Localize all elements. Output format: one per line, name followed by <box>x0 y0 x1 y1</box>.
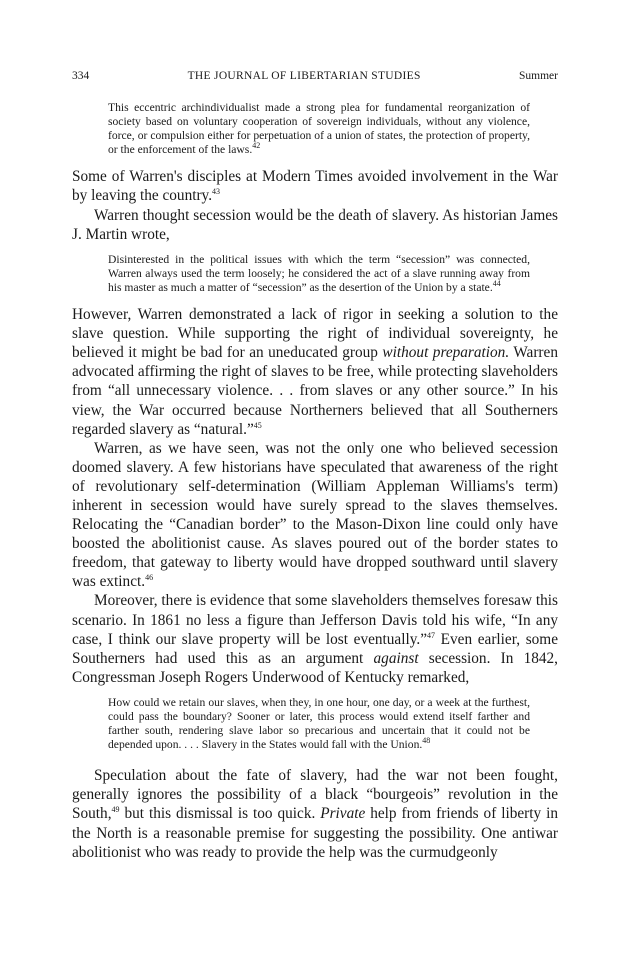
footnote-ref-46: 46 <box>145 573 154 583</box>
journal-title: THE JOURNAL OF LIBERTARIAN STUDIES <box>187 70 421 82</box>
paragraph-6 <box>72 766 558 861</box>
block-quote-1 <box>108 101 530 157</box>
paragraph-6-text-c: help from friends of liberty in the North is a reasonable premise for suggesting the possibility. One antiwar abolitionist who was ready to provide the help was the curmudgeonly <box>72 805 558 861</box>
footnote-ref-44: 44 <box>492 279 501 289</box>
running-header <box>72 70 558 82</box>
paragraph-3 <box>72 305 558 439</box>
issue-label: Summer <box>519 70 558 82</box>
block-quote-3 <box>108 696 530 752</box>
paragraph-1-text: Some of Warren's disciples at Modern Times avoided involvement in the War by leaving the country. <box>72 168 558 205</box>
paragraph-6-text-a: Speculation about the fate of slavery, had the war not been fought, generally ignores the possibility of a black “bourgeois” revolution in the South, <box>72 767 558 823</box>
footnote-ref-43: 43 <box>212 187 221 197</box>
block-quote-3-text: How could we retain our slaves, when they, in one hour, one day, or a week at the furthest, could pass the boundary? Sooner or later, this process would extend itself farther and farther south, rendering slave labor so precarious and uncertain that it could not be depended upon. . . . Slavery in the States would fall with the Union. <box>108 695 530 752</box>
paragraph-6-emphasis: Private <box>320 805 366 823</box>
paragraph-5-emphasis: against <box>373 649 419 667</box>
paragraph-5-text-a: Moreover, there is evidence that some slaveholders themselves foresaw this scenario. In 1861 no less a figure than Jefferson Davis told his wife, “In any case, I think our slave property will be lost eventually.” <box>72 592 558 648</box>
paragraph-6-text-b: but this dismissal is too quick. <box>119 805 321 823</box>
page-number: 334 <box>72 70 90 82</box>
paragraph-2-text: Warren thought secession would be the death of slavery. As historian James J. Martin wrote, <box>72 206 558 243</box>
paragraph-5-text-b: Even earlier, some Southerners had used this as an argument <box>72 630 558 667</box>
paragraph-3-text-b: Warren advocated affirming the right of slaves to be free, while protecting slaveholders from “all unnecessary violence. . . from slaves or any other source.” In his view, the War occurred because Northerners believed that all Southerners regarded slavery as “natural.” <box>72 344 558 438</box>
page-body <box>72 101 558 862</box>
footnote-ref-47: 47 <box>427 630 435 640</box>
paragraph-2 <box>72 206 558 244</box>
block-quote-1-text: This eccentric archindividualist made a strong plea for fundamental reorganization of society based on voluntary cooperation of sovereign individuals, without any violence, force, or compulsion either for perpetuation of a union of states, the protection of property, or the enforcement of the laws. <box>108 101 530 157</box>
block-quote-2-text: Disinterested in the political issues with which the term “secession” was connected, Warren always used the term loosely; he considered the act of a slave running away from his master as much a matter of “secession” as the desertion of the Union by a state. <box>108 252 530 294</box>
paragraph-4-text: Warren, as we have seen, was not the only one who believed secession doomed slavery. A few historians have speculated that awareness of the right of revolutionary self-determination (William Appleman Williams's term) inherent in secession would have surely spread to the slaves themselves. Relocating the “Canadian border” to the Mason-Dixon line could only have boosted the abolitionist cause. As slaves poured out of the border states to freedom, that gateway to liberty would have dropped southward until slavery was extinct. <box>72 439 558 591</box>
paragraph-3-emphasis: without preparation. <box>382 344 510 362</box>
paragraph-5 <box>72 591 558 686</box>
paragraph-1 <box>72 167 558 205</box>
block-quote-2 <box>108 253 530 295</box>
paragraph-3-text-a: However, Warren demonstrated a lack of rigor in seeking a solution to the slave question. While supporting the right of individual sovereignty, he believed it might be bad for an uneducated group <box>72 306 558 362</box>
footnote-ref-45: 45 <box>253 420 262 430</box>
footnote-ref-48: 48 <box>422 736 431 746</box>
paragraph-5-text-c: secession. In 1842, Congressman Joseph Rogers Underwood of Kentucky remarked, <box>72 649 559 686</box>
footnote-ref-42: 42 <box>252 141 261 151</box>
footnote-ref-49: 49 <box>111 805 120 815</box>
paragraph-4 <box>72 439 558 592</box>
